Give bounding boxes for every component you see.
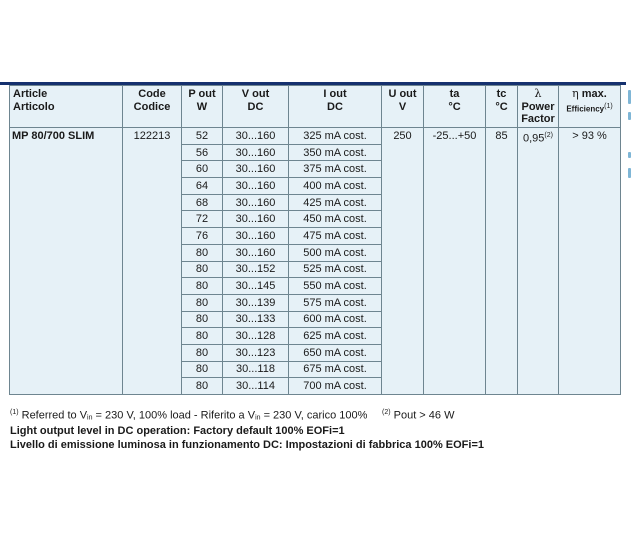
cell-pout: 64 [182, 178, 223, 195]
cell-vout: 30...114 [223, 378, 289, 395]
footnote-1: $^{(1)}$ Referred to Vin = 230 V, 100% load - Riferito a Vin = 230 V, carico 100% $^{(2)}$ Pout > 46 W [10, 406, 610, 425]
cell-vout: 30...128 [223, 328, 289, 345]
header-power-factor: λ Power Factor [518, 86, 559, 128]
cell-power-factor: 0,95$^{(2)}$ [518, 128, 559, 395]
table-row [10, 128, 621, 145]
cell-vout: 30...160 [223, 178, 289, 195]
cell-iout: 350 mA cost. [289, 144, 382, 161]
cell-vout: 30...160 [223, 144, 289, 161]
cell-iout: 650 mA cost. [289, 344, 382, 361]
cell-iout: 675 mA cost. [289, 361, 382, 378]
cell-iout: 625 mA cost. [289, 328, 382, 345]
cell-pout: 80 [182, 294, 223, 311]
cell-vout: 30...160 [223, 128, 289, 145]
cell-pout: 80 [182, 361, 223, 378]
header-tc: tc °C [486, 86, 518, 128]
cell-iout: 600 mA cost. [289, 311, 382, 328]
footnote-2: $^{(2)}$ Pout > 46 W [382, 409, 455, 422]
cell-pout: 56 [182, 144, 223, 161]
table-header-row [10, 86, 621, 128]
cell-vout: 30...139 [223, 294, 289, 311]
lambda-symbol: λ [534, 87, 542, 100]
cell-vout: 30...118 [223, 361, 289, 378]
cell-tc: 85 [486, 128, 518, 395]
header-ta: ta °C [424, 86, 486, 128]
eta-symbol: η [572, 87, 579, 100]
cell-vout: 30...160 [223, 244, 289, 261]
edge-marks [628, 90, 634, 200]
header-pout: P out W [182, 86, 223, 128]
cell-pout: 80 [182, 344, 223, 361]
cell-iout: 425 mA cost. [289, 194, 382, 211]
cell-vout: 30...160 [223, 211, 289, 228]
cell-iout: 375 mA cost. [289, 161, 382, 178]
cell-pout: 80 [182, 378, 223, 395]
cell-ta: -25...+50 [424, 128, 486, 395]
cell-vout: 30...123 [223, 344, 289, 361]
note-light-output-it: Livello di emissione luminosa in funzionamento DC: Impostazioni di fabbrica 100% EOFi=1 [10, 438, 484, 451]
cell-pout: 80 [182, 261, 223, 278]
cell-pout: 68 [182, 194, 223, 211]
cell-pout: 76 [182, 228, 223, 245]
cell-iout: 550 mA cost. [289, 278, 382, 295]
cell-vout: 30...152 [223, 261, 289, 278]
cell-iout: 450 mA cost. [289, 211, 382, 228]
cell-vout: 30...145 [223, 278, 289, 295]
footnotes [10, 406, 610, 452]
header-uout: U out V [382, 86, 424, 128]
cell-iout: 400 mA cost. [289, 178, 382, 195]
cell-vout: 30...133 [223, 311, 289, 328]
header-vout: V out DC [223, 86, 289, 128]
cell-iout: 575 mA cost. [289, 294, 382, 311]
cell-pout: 80 [182, 328, 223, 345]
cell-pout: 80 [182, 244, 223, 261]
cell-vout: 30...160 [223, 161, 289, 178]
cell-efficiency: > 93 % [559, 128, 621, 395]
header-efficiency: η max. Efficiency$^{(1)}$ [559, 86, 621, 128]
cell-iout: 325 mA cost. [289, 128, 382, 145]
cell-pout: 80 [182, 311, 223, 328]
header-iout: I out DC [289, 86, 382, 128]
note-light-output-en: Light output level in DC operation: Factory default 100% EOFi=1 [10, 425, 345, 438]
cell-iout: 475 mA cost. [289, 228, 382, 245]
cell-iout: 700 mA cost. [289, 378, 382, 395]
cell-code: 122213 [123, 128, 182, 395]
cell-iout: 525 mA cost. [289, 261, 382, 278]
cell-iout: 500 mA cost. [289, 244, 382, 261]
cell-uout: 250 [382, 128, 424, 395]
cell-vout: 30...160 [223, 228, 289, 245]
cell-pout: 72 [182, 211, 223, 228]
cell-vout: 30...160 [223, 194, 289, 211]
cell-pout: 52 [182, 128, 223, 145]
spec-table [9, 85, 621, 395]
cell-pout: 60 [182, 161, 223, 178]
header-code: Code Codice [123, 86, 182, 128]
cell-article: MP 80/700 SLIM [10, 128, 123, 395]
header-article: Article Articolo [10, 86, 123, 128]
cell-pout: 80 [182, 278, 223, 295]
